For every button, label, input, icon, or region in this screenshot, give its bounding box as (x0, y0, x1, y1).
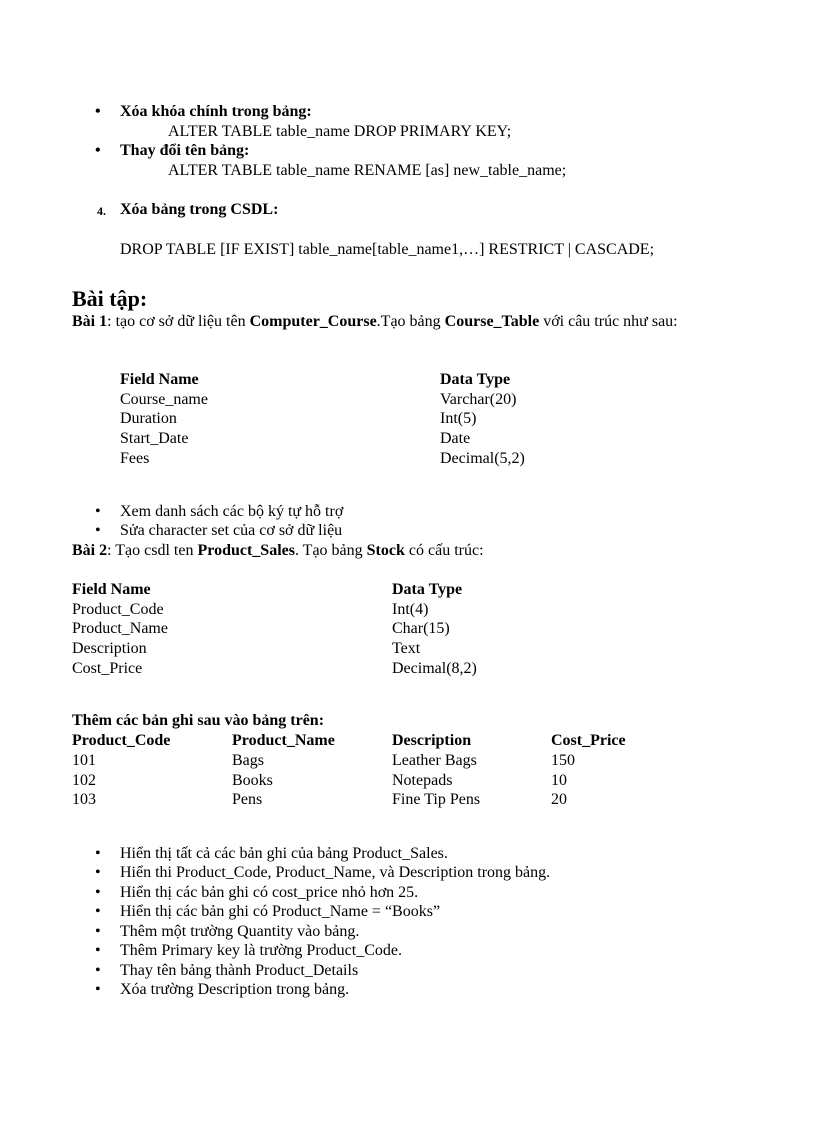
bai2-task-item: • Hiển thi Product_Code, Product_Name, và Description trong bảng. (120, 863, 550, 883)
drop-primary-key-code: ALTER TABLE table_name DROP PRIMARY KEY; (168, 123, 512, 140)
exercises-heading: Bài tập: (72, 286, 148, 311)
record-cell: Notepads (392, 772, 453, 789)
bai2-field-name: Cost_Price (72, 660, 143, 677)
bai2-intro (72, 541, 484, 561)
bai2-data-type: Decimal(8,2) (392, 660, 477, 677)
record-cell: Pens (232, 791, 263, 808)
bai1-field-name: Course_name (120, 391, 208, 408)
drop-table-title: Xóa bảng trong CSDL: (120, 201, 279, 218)
bai1-task-item: • Xem danh sách các bộ ký tự hỗ trợ (120, 502, 343, 522)
bai1-field-name: Start_Date (120, 430, 189, 447)
bai2-task-item: • Hiển thị các bản ghi có Product_Name = “Books” (120, 902, 440, 922)
record-cell: Books (232, 772, 273, 789)
bai2-field-name: Product_Code (72, 601, 164, 618)
records-header: Product_Code (72, 732, 171, 749)
bai2-data-type: Char(15) (392, 620, 450, 637)
record-cell: Fine Tip Pens (392, 791, 481, 808)
bai1-text-3: với câu trúc như sau: (539, 313, 678, 330)
record-cell: 101 (72, 752, 96, 769)
rename-table-code: ALTER TABLE table_name RENAME [as] new_table_name; (168, 162, 567, 179)
bai1-header-data-type: Data Type (440, 371, 511, 388)
bai1-data-type: Varchar(20) (440, 391, 517, 408)
record-cell: 103 (72, 791, 96, 808)
bai2-text-3: có cấu trúc: (404, 542, 484, 559)
records-header: Product_Name (232, 732, 335, 749)
records-header: Cost_Price (551, 732, 626, 749)
bai1-intro (72, 312, 678, 332)
record-cell: 102 (72, 772, 96, 789)
bai1-data-type: Decimal(5,2) (440, 450, 525, 467)
bai1-field-name: Fees (120, 450, 150, 467)
bai1-field-name: Duration (120, 410, 177, 427)
rename-table-title: • Thay đổi tên bảng: (120, 141, 249, 161)
bai1-db-name: Computer_Course (249, 313, 377, 330)
bai2-task-item: • Thêm Primary key là trường Product_Code. (120, 941, 402, 961)
bai2-text-1: : Tạo csdl ten (107, 542, 198, 559)
drop-table-code: DROP TABLE [IF EXIST] table_name[table_name1,…] RESTRICT | CASCADE; (120, 241, 655, 258)
bai2-data-type: Int(4) (392, 601, 429, 618)
bai2-header-data-type: Data Type (392, 581, 463, 598)
record-cell: 20 (551, 791, 567, 808)
bai1-table-name: Course_Table (444, 313, 540, 330)
bai1-text-2: .Tạo bảng (376, 313, 445, 330)
bai2-db-name: Product_Sales (197, 542, 295, 559)
record-cell: Leather Bags (392, 752, 477, 769)
bai2-task-item: • Xóa trường Description trong bảng. (120, 980, 349, 1000)
bai1-header-field-name: Field Name (120, 371, 199, 388)
bai2-task-item: • Thêm một trường Quantity vào bảng. (120, 922, 359, 942)
bai2-task-item: • Thay tên bảng thành Product_Details (120, 961, 358, 981)
bai2-task-item: • Hiển thị tất cả các bản ghi của bảng Product_Sales. (120, 844, 448, 864)
bai2-field-name: Product_Name (72, 620, 168, 637)
bai1-task-item: • Sửa character set của cơ sở dữ liệu (120, 521, 342, 541)
drop-primary-key-title: • Xóa khóa chính trong bảng: (120, 102, 312, 122)
records-header: Description (392, 732, 472, 749)
bai1-text-1: : tạo cơ sở dữ liệu tên (107, 313, 250, 330)
record-cell: Bags (232, 752, 264, 769)
bai2-field-name: Description (72, 640, 147, 657)
bai2-header-field-name: Field Name (72, 581, 151, 598)
section-number: 4. (97, 204, 106, 218)
bai2-task-item: • Hiển thị các bản ghi có cost_price nhỏ hơn 25. (120, 883, 418, 903)
bai1-data-type: Int(5) (440, 410, 477, 427)
record-cell: 150 (551, 752, 575, 769)
bai2-data-type: Text (392, 640, 421, 657)
bai2-text-2: . Tạo bảng (294, 542, 367, 559)
bai1-label: Bài 1 (72, 313, 108, 330)
record-cell: 10 (551, 772, 567, 789)
bai2-table-name: Stock (366, 542, 405, 559)
insert-records-title: Thêm các bản ghi sau vào bảng trên: (72, 712, 325, 729)
bai2-label: Bài 2 (72, 542, 108, 559)
bai1-data-type: Date (440, 430, 471, 447)
